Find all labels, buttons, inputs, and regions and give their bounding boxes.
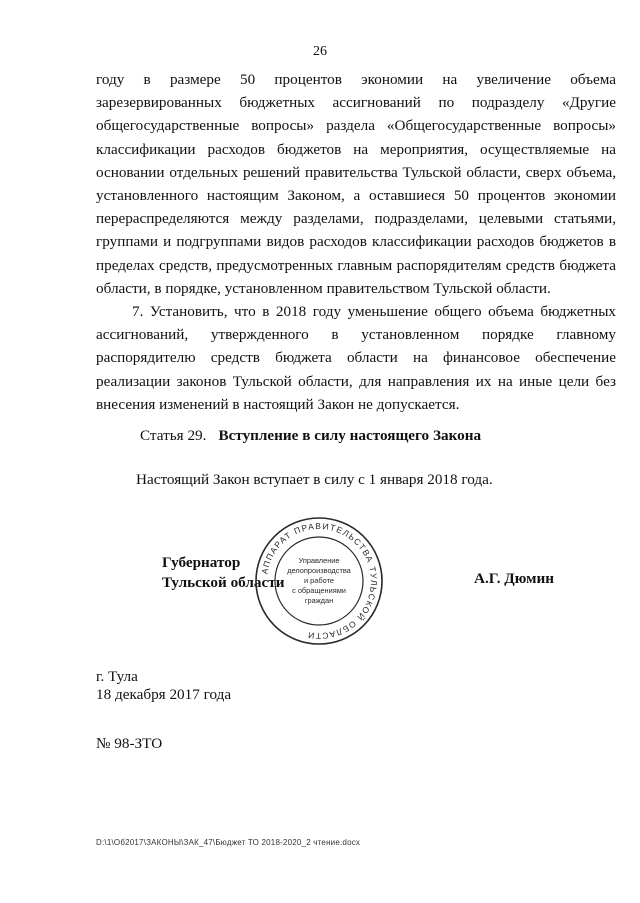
svg-text:с обращениями: с обращениями <box>292 586 346 595</box>
law-number: № 98-ЗТО <box>96 735 163 752</box>
signatory-name: А.Г. Дюмин <box>474 570 555 587</box>
document-body <box>96 68 616 416</box>
svg-text:и работе: и работе <box>304 576 334 585</box>
article-title: Вступление в силу настоящего Закона <box>218 427 482 444</box>
svg-text:АППАРАТ ПРАВИТЕЛЬСТВА ТУЛЬСКОЙ: АППАРАТ ПРАВИТЕЛЬСТВА ТУЛЬСКОЙ ОБЛАСТИ <box>259 520 380 642</box>
position-line-1: Губернатор <box>162 554 241 571</box>
article-label: Статья 29. <box>140 427 207 444</box>
effective-date-text: Настоящий Закон вступает в силу с 1 января 2018 года. <box>136 471 493 488</box>
svg-text:граждан: граждан <box>304 596 334 605</box>
place: г. Тула <box>96 668 138 685</box>
svg-text:делопроизводства: делопроизводства <box>287 566 351 575</box>
page-number: 26 <box>313 44 327 59</box>
article-heading <box>140 427 481 445</box>
svg-text:Управление: Управление <box>298 556 340 565</box>
position-line-2: Тульской области <box>162 574 285 591</box>
file-path-footer: D:\1\Об2017\ЗАКОНЫ\ЗАК_47\Бюджет ТО 2018-2020_2 чтение.docx <box>96 838 361 847</box>
paragraph-item-7: 7. Установить, что в 2018 году уменьшение общего объема бюджетных ассигнований, утвержденного в установленном порядке главному распорядителю средств бюджета области на финансовое обеспечение реализации законов Тульской области, для направления их на иные цели без внесения изменений в настоящий Закон не допускается. <box>96 303 616 413</box>
place-and-date <box>96 668 231 704</box>
official-seal-stamp <box>254 516 384 646</box>
date: 18 декабря 2017 года <box>96 686 232 703</box>
paragraph-budget-savings: году в размере 50 процентов экономии на увеличение объема зарезервированных бюджетных ассигнований по подразделу «Другие общегосударственные вопросы» раздела «Общегосударственные вопросы» классификации расходов бюджетов на мероприятия, осуществляемые на основании отдельных решений правительства Тульской области, сверх объема, установленного настоящим Законом, а оставшиеся 50 процентов экономии перераспределяются между разделами, подразделами, целевыми статьями, группами и подгруппами видов расходов классификации расходов бюджетов в пределах средств, предусмотренных главным распорядителям средств бюджета области, в порядке, установленном правительством Тульской области. <box>96 71 616 297</box>
